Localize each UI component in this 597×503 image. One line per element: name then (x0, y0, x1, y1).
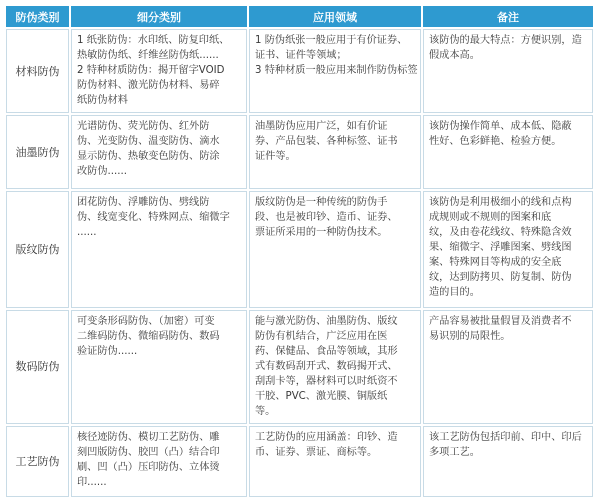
category-cell: 材料防伪 (6, 29, 69, 113)
text-line: 式有数码刮开式、数码揭开式、 (255, 360, 398, 372)
text-line: 1 纸张防伪：水印纸、防复印纸、 (77, 35, 230, 46)
text-line: 段、也是被印钞、造币、证券、 (255, 212, 398, 224)
table-row (6, 191, 593, 308)
category-cell: 油墨防伪 (6, 115, 69, 189)
table-row (6, 115, 593, 189)
note-cell (423, 310, 593, 424)
text-line: 刮刮卡等，器材料可以时纸资不 (255, 375, 398, 387)
text-line: 2 特种材质防伪：揭开留字VOID (77, 65, 225, 76)
category-cell: 版纹防伪 (6, 191, 69, 308)
header-note: 备注 (423, 6, 593, 27)
table-row (6, 29, 593, 113)
application-cell (249, 115, 421, 189)
text-line: 验证防伪...... (77, 345, 138, 357)
note-cell (423, 191, 593, 308)
text-line: 票证所采用的一种防伪技术。 (255, 227, 388, 239)
subcategory-cell (71, 426, 247, 497)
text-line: 证书、证件等领域； (255, 50, 347, 61)
text-line: 该防伪操作简单、成本低、隐蔽 (429, 121, 572, 133)
text-line: 成规则或不规则的图案和底 (429, 212, 552, 224)
header-application: 应用领域 (249, 6, 421, 27)
subcategory-cell (71, 310, 247, 424)
text-line: 工艺防伪的应用涵盖：印钞、造 (255, 432, 398, 444)
text-line: 易识别的局限性。 (429, 330, 511, 342)
text-line: 油墨防伪应用广泛，如有价证 (255, 121, 388, 133)
text-line: 防伪有机结合，广泛应用在医 (255, 330, 388, 342)
subcategory-cell (71, 115, 247, 189)
text-line: 该工艺防伪包括印前、印中、印后 (429, 432, 582, 444)
text-line: 印...... (77, 477, 107, 489)
anti-counterfeit-table (4, 4, 595, 499)
text-line: 能与激光防伪、油墨防伪、版纹 (255, 315, 398, 327)
category-cell: 工艺防伪 (6, 426, 69, 497)
text-line: 刻凹版防伪、胶凹（凸）结合印 (77, 447, 220, 459)
text-line: 币、证券、票证、商标等。 (255, 447, 378, 459)
text-line: 性好、色彩鲜艳、检验方便。 (429, 136, 562, 148)
text-line: 造的目的。 (429, 287, 480, 299)
text-line: 证件等。 (255, 151, 296, 163)
text-line: 改防伪...... (77, 166, 127, 178)
category-cell: 数码防伪 (6, 310, 69, 424)
application-cell (249, 310, 421, 424)
text-line: 刷、凹（凸）压印防伪、立体烫 (77, 462, 220, 474)
text-line: 伪、线宽变化、特殊网点、缩微字 (77, 212, 230, 224)
text-line: 产品容易被批量假冒及消费者不 (429, 315, 572, 327)
note-cell (423, 426, 593, 497)
subcategory-cell (71, 191, 247, 308)
text-line: 纹，达到防拷贝、防复制、防伪 (429, 272, 572, 284)
application-cell (249, 29, 421, 113)
text-line: 等。 (255, 405, 276, 417)
text-line: ...... (77, 227, 97, 239)
text-line: 光谱防伪、荧光防伪、红外防 (77, 121, 210, 133)
table-body (6, 29, 593, 497)
text-line: 多项工艺。 (429, 447, 480, 459)
note-cell (423, 29, 593, 113)
text-line: 纸防伪材料 (77, 95, 128, 106)
text-line: 可变条形码防伪、（加密）可变 (77, 315, 215, 327)
text-line: 热敏防伪纸、纤维丝防伪纸...... (77, 50, 219, 61)
text-line: 药、保健品、食品等领域，其形 (255, 345, 398, 357)
table-row (6, 310, 593, 424)
text-line: 团花防伪、浮雕防伪、劈线防 (77, 197, 210, 209)
header-row (6, 6, 593, 27)
table-row (6, 426, 593, 497)
application-cell (249, 426, 421, 497)
text-line: 核径迹防伪、模切工艺防伪、雕 (77, 432, 220, 444)
text-line: 案、特殊网目等构成的安全底 (429, 257, 562, 269)
text-line: 二维码防伪、微缩码防伪、数码 (77, 330, 220, 342)
text-line: 纹，及由卷花线纹、特殊隐含效 (429, 227, 572, 239)
text-line: 防伪材料、激光防伪材料、易碎 (77, 80, 220, 91)
text-line: 3 特种材质一般应用来制作防伪标签 (255, 65, 418, 76)
header-category: 防伪类别 (6, 6, 69, 27)
text-line: 券、产品包装、各种标签、证书 (255, 136, 398, 148)
header-subcategory: 细分类别 (71, 6, 247, 27)
text-line: 该防伪是利用极细小的线和点构 (429, 197, 572, 209)
text-line: 1 防伪纸张一般应用于有价证券、 (255, 35, 408, 46)
text-line: 假成本高。 (429, 50, 480, 61)
note-cell (423, 115, 593, 189)
text-line: 干胶、PVC、激光膜、铜版纸 (255, 390, 388, 402)
text-line: 该防伪的最大特点：方便识别，造 (429, 35, 582, 46)
text-line: 显示防伪、热敏变色防伪、防涂 (77, 151, 220, 163)
subcategory-cell (71, 29, 247, 113)
text-line: 伪、光变防伪、温变防伪、滴水 (77, 136, 220, 148)
text-line: 版纹防伪是一种传统的防伪手 (255, 197, 388, 209)
application-cell (249, 191, 421, 308)
text-line: 果、缩微字、浮雕图案、劈线图 (429, 242, 572, 254)
